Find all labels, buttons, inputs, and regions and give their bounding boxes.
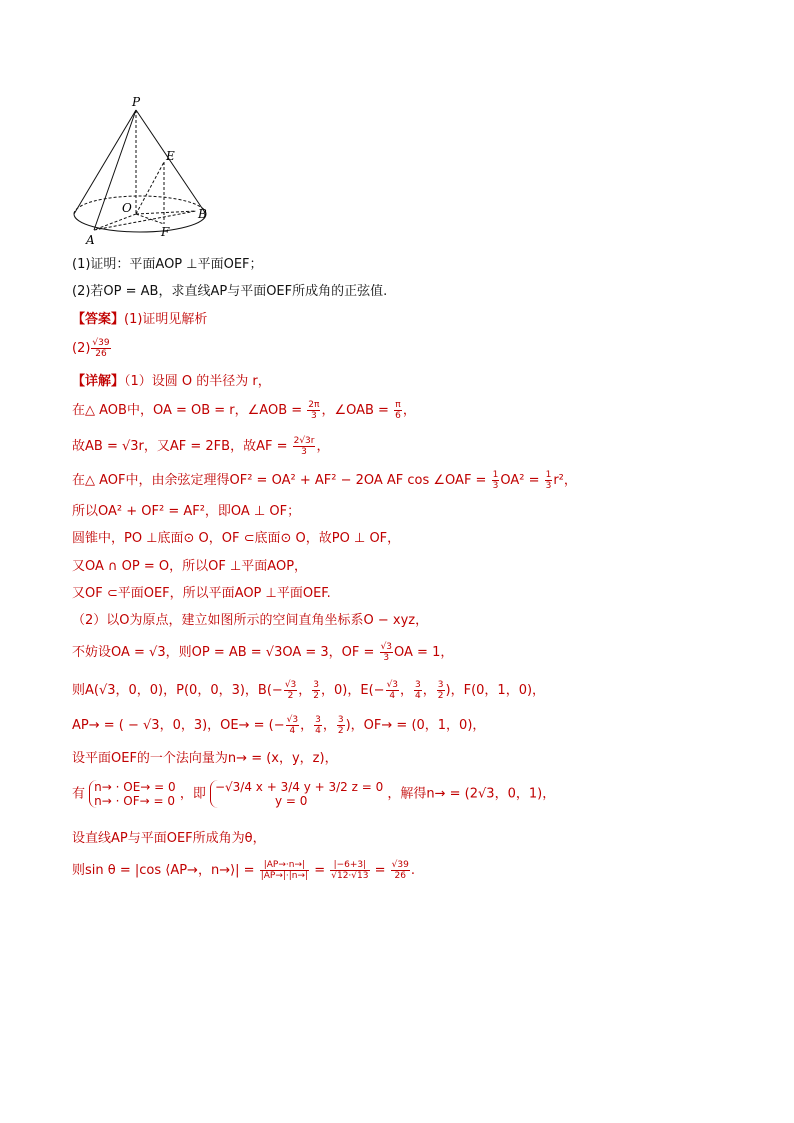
system-2: −√3/4 x + 3/4 y + 3/2 z = 0 y = 0: [210, 780, 383, 808]
label-p: P: [132, 95, 141, 109]
label-o: O: [122, 201, 132, 215]
detail-line-1: 【详解】（1）设圆 O 的半径为 r，: [72, 374, 271, 389]
answer-line-1: 【答案】(1)证明见解析: [72, 312, 208, 327]
question-1: (1)证明：平面AOP ⊥平面OEF；: [72, 257, 263, 272]
detail-line-2: 在△ AOB中，OA = OB = r，∠AOB = $\frac{2\pi}{3}$ ，∠OAB = $\frac{\pi}{6}$ ，: [72, 400, 416, 421]
detail-line-12: AP→ = ( − √3，0，3)，OE→ = (− $\frac{√3}{4}$ ， $\frac{3}{4}$ ， $\frac{3}{2}$ )，OF→ = (0，1，0)，: [72, 715, 486, 736]
question-2: (2)若OP = AB，求直线AP与平面OEF所成角的正弦值.: [72, 284, 388, 299]
detail-line-4: 在△ AOF中，由余弦定理得OF² = OA² + AF² − 2OA AF cos ∠OAF = $\frac{1}{3}$ OA² = $\frac{1}{3}$ r²，: [72, 470, 577, 491]
cone-figure: [66, 90, 226, 250]
answer-line-2: (2) $\frac{√39}{26}$: [72, 338, 110, 359]
detail-line-5: 所以OA² + OF² = AF²，即OA ⊥ OF；: [72, 504, 301, 519]
label-a: A: [86, 233, 95, 247]
detail-line-3: 故AB = √3r，又AF = 2FB，故AF = $\frac{2√3r}{3}$ ，: [72, 436, 330, 457]
detail-line-11: 则A(√3，0，0)，P(0，0，3)，B(− $\frac{√3}{2}$ ， $\frac{3}{2}$ ，0)，E(− $\frac{√3}{4}$ ， $\frac{3}{4}$ ， $\frac{3}{2}$ )，F(0，1，0)，: [72, 680, 546, 701]
detail-line-16: 则sin θ = |cos ⟨AP→，n→⟩| = $\frac{|AP\to\cdot n\to|}{|AP\to|\cdot|n\to|}$ = $\frac{|-6+3|}{√12\cdot√13}$ = $\frac{√39}{26}$ .: [72, 860, 415, 881]
detail-line-6: 圆锥中，PO ⊥底面⊙ O，OF ⊂底面⊙ O，故PO ⊥ OF，: [72, 531, 401, 546]
detail-line-15: 设直线AP与平面OEF所成角为θ，: [72, 831, 266, 846]
detail-line-14: 有 n→ · OE→ = 0 n→ · OF→ = 0 ，即 −√3/4 x + 3/4 y + 3/2 z = 0 y = 0 ，解得n→ = (2√3，0，1)，: [72, 780, 556, 808]
label-e: E: [166, 149, 175, 163]
detail-line-13: 设平面OEF的一个法向量为n→ = (x，y，z)，: [72, 751, 338, 766]
system-1: n→ · OE→ = 0 n→ · OF→ = 0: [89, 780, 176, 808]
label-f: F: [161, 225, 170, 239]
detail-line-10: 不妨设OA = √3，则OP = AB = √3OA = 3，OF = $\frac{√3}{3}$ OA = 1，: [72, 642, 454, 663]
detail-line-9: （2）以O为原点，建立如图所示的空间直角坐标系O − xyz，: [72, 613, 429, 628]
detail-line-8: 又OF ⊂平面OEF，所以平面AOP ⊥平面OEF.: [72, 586, 331, 601]
label-b: B: [198, 207, 207, 221]
detail-line-7: 又OA ∩ OP = O，所以OF ⊥平面AOP，: [72, 559, 308, 574]
